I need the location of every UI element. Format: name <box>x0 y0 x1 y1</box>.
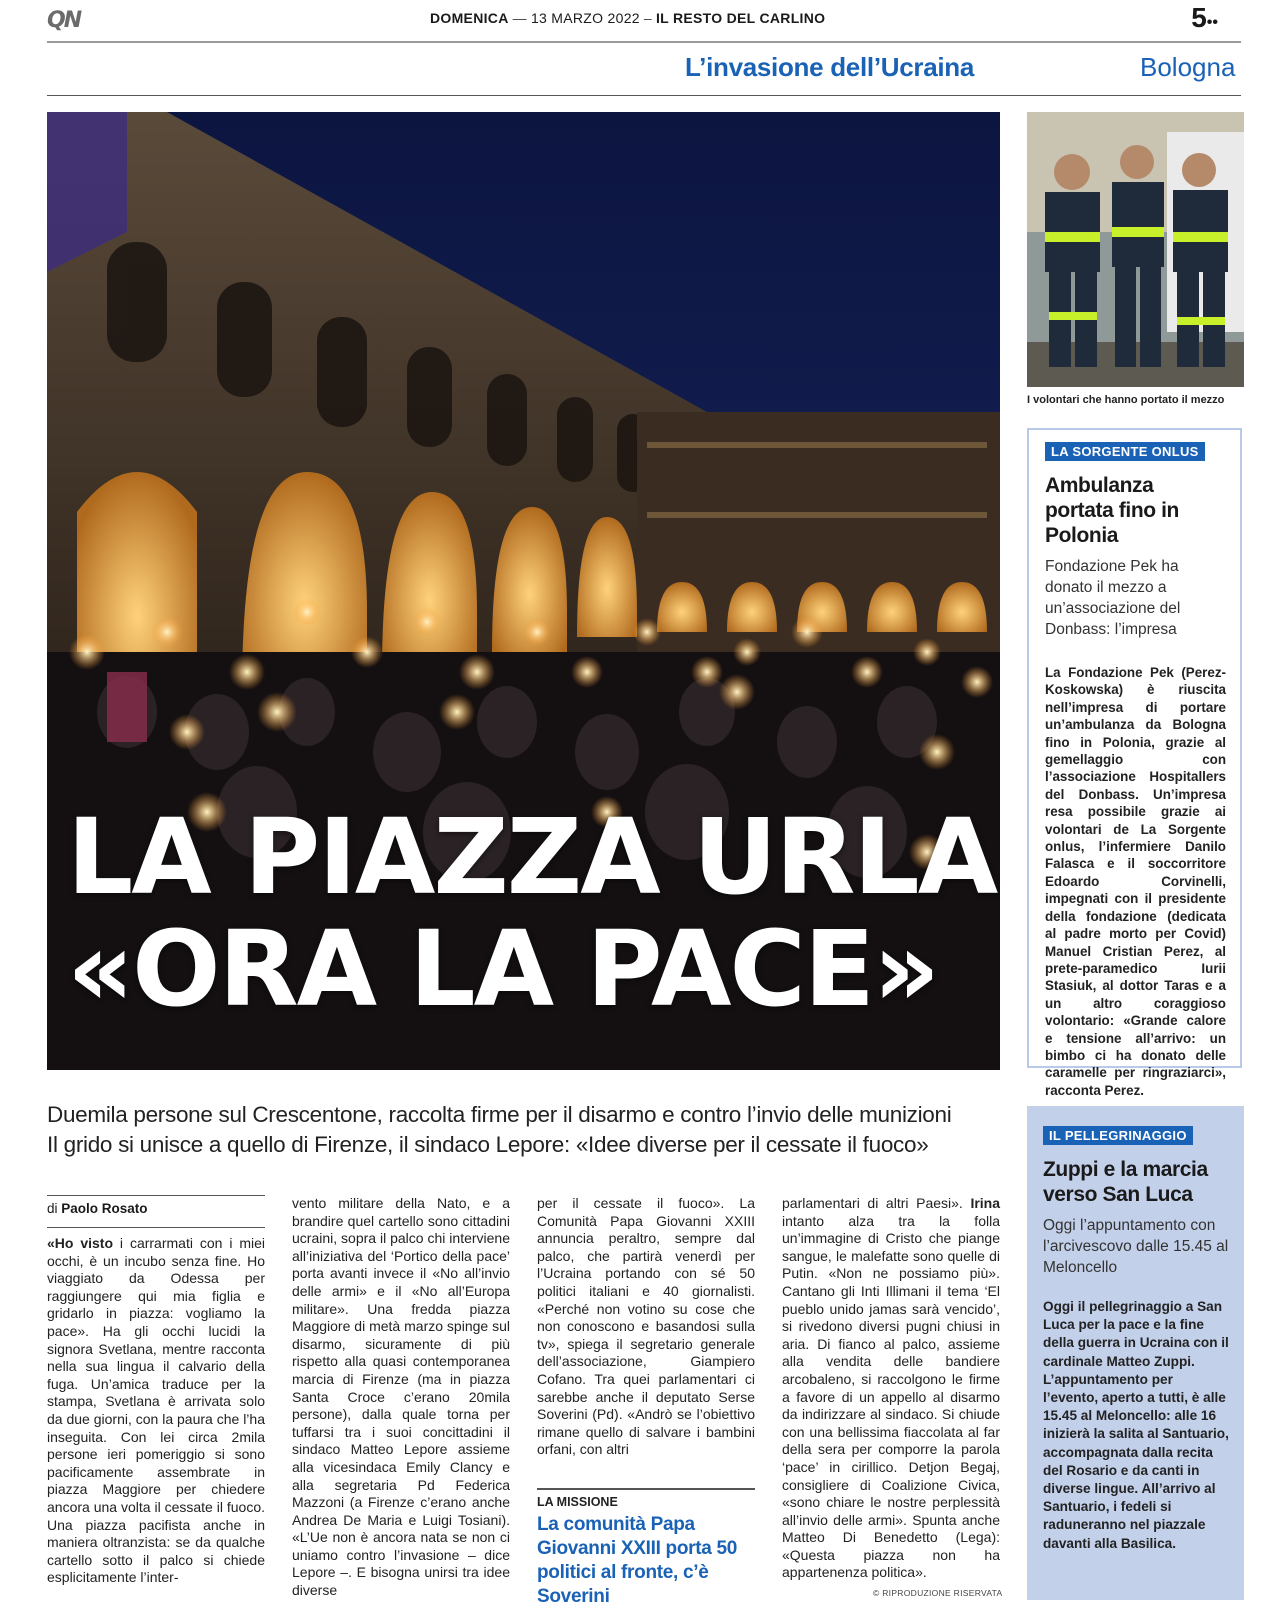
main-photo <box>47 112 1000 1070</box>
subhead-line-1: Duemila persone sul Crescentone, raccolta firme per il disarmo e contro l’invio delle munizioni <box>47 1102 952 1127</box>
article-column-1 <box>47 1235 265 1587</box>
main-headline <box>67 796 997 1030</box>
city-label: Bologna <box>1140 52 1236 82</box>
missione-tag: LA MISSIONE <box>537 1495 618 1509</box>
article-subheadline <box>47 1100 1007 1160</box>
dateline: DOMENICA — 13 MARZO 2022 – IL RESTO DEL CARLINO <box>430 10 826 26</box>
col4-text: intanto alza tra la folla un’immagine di Cristo che piange sangue, le malefatte sono quelle di Putin. «Non ne possiamo più». Cantano gli Inti Illimani il tema ‘El pueblo unido jamas sarà vencido’, si rivedono diversi pugni chiusi in aria. Di fianco al palco, assieme alla vendita delle bandiere arcobaleno, si raccolgono le firme a favore di un appello al disarmo da indirizzare al sindaco. Si chiude con una bellissima fiaccolata al far della sera per comporre la parola ‘pace’ in cirillico. Detjon Begaj, consigliere di Coalizione Civica, «sono chiare le nostre perplessità all’invio delle armi». Spunta anche Matteo Di Benedetto (Lega): «Questa piazza non ha appartenenza politica». <box>782 1212 1000 1581</box>
missione-callout <box>537 1488 755 1609</box>
box2-body <box>1043 1298 1230 1553</box>
subhead-line-2: Il grido si unisce a quello di Firenze, il sindaco Lepore: «Idee diverse per il cessate il fuoco» <box>47 1132 929 1157</box>
col4-lead: Irina <box>970 1195 1001 1211</box>
qn-logo: QN <box>47 8 81 33</box>
sidebar-box-pellegrinaggio <box>1027 1106 1244 1600</box>
byline-rule-top <box>47 1195 265 1196</box>
section-title: L’invasione dell’Ucraina <box>685 52 975 82</box>
dateline-day: DOMENICA <box>430 10 509 26</box>
box2-tag: IL PELLEGRINAGGIO <box>1043 1126 1193 1145</box>
box2-title: Zuppi e la marcia verso San Luca <box>1043 1158 1208 1206</box>
col1-text: i carrarmati con i miei occhi, è un incubo senza fine. Ho viaggiato da Odessa per raggiungere qui mia figlia e gridarlo in piazza: vogliamo la pace». Ha gli occhi lucidi la signora Svetlana, mentre racconta nella sua lingua il calvario della fuga. Un’amica traduce per la stampa, Svetlana è arrivata solo da due giorni, con la paura che l’ha inseguita. Con lei circa 2mila persone ieri pomeriggio si sono pacificamente assembrate in piazza Maggiore per chiedere ancora una volta il cessate il fuoco. Una piazza pacifista anche in maniera oltranzista: se da qualche cartello sotto il palco si chiede esplicitamente l’inter- <box>47 1235 266 1586</box>
dateline-date: 13 MARZO 2022 <box>530 10 640 26</box>
article-column-2: vento militare della Nato, e a brandire quel cartello sono cittadini ucraini, sopra il palco chi interviene all’iniziativa del ‘Portico della pace’ porta avanti invece il «No all’invio delle armi» e il «No all’Europa militare». Una fredda piazza Maggiore di metà marzo spinge sul disarmo, sicuramente di più rispetto alla quasi contemporanea marcia di Firenze (ma in piazza Santa Croce c’erano 20mila persone), dalla quale torna per tuffarsi tra i suoi concittadini il sindaco Matteo Lepore assieme alla vicesindaca Emily Clancy e alla segretaria Pd Federica Mazzoni (a Firenze c’erano anche Andrea De Maria e Luigi Tosiani). «L’Ue non è ancora nata se non ci uniamo contro l’invasione – dice Lepore –. E bisogna unirsi tra idee diverse <box>292 1195 510 1599</box>
box1-lead: La Fondazione <box>1045 665 1143 680</box>
dateline-newspaper: IL RESTO DEL CARLINO <box>655 10 826 26</box>
article-column-4 <box>782 1195 1000 1582</box>
volunteers-illustration <box>1027 112 1244 387</box>
missione-title: La comunità Papa Giovanni XXIII porta 50 politici al fronte, c’è Soverini <box>537 1514 738 1607</box>
volunteers-photo <box>1027 112 1244 387</box>
section-divider <box>47 95 1241 96</box>
box1-text: Pek (Perez-Koskowska) è riuscita nell’impresa di portare un’ambulanza da Bologna fino in Polonia, grazie al gemellaggio con l’associazione Hospitallers del Donbass. Un’impresa resa possibile grazie ai volontari de La Sorgente onlus, l’infermiere Danilo Falasca e il soccorritore Edoardo Corvinelli, impegnati con il presidente della fondazione (dedicata al padre morto per Covid) Manuel Cristian Perez, al prete-paramedico Iurii Stasiuk, al dottor Taras e a un altro coraggioso volontario: «Grande calore e tensione all’arrivo: un bimbo ci ha donato delle caramelle per ringraziarci», racconta Perez. <box>1045 665 1226 1098</box>
headline-line-2: «ORA LA PACE» <box>67 908 939 1030</box>
byline-rule-bottom <box>47 1227 265 1228</box>
box1-title: Ambulanza portata fino in Polonia <box>1045 474 1179 547</box>
byline-author: Paolo Rosato <box>61 1201 148 1216</box>
col1-lead: «Ho visto <box>47 1235 114 1251</box>
box2-text: il pellegrinaggio a San Luca per la pace e la fine della guerra in Ucraina con il cardinale Matteo Zuppi. L’appuntamento per l’evento, aperto a tutti, è alle 15.45 al Meloncello: alle 16 inizierà la salita al Santuario, accompagnata dalla recita del Rosario e da canti in diverse lingue. All’arrivo al Santuario, i fedeli si raduneranno nel piazzale davanti alla Basilica. <box>1043 1299 1229 1551</box>
box1-tag: LA SORGENTE ONLUS <box>1045 442 1205 461</box>
box2-lead: Oggi <box>1043 1299 1074 1314</box>
box1-subtitle: Fondazione Pek ha donato il mezzo a un’associazione del Donbass: l’impresa <box>1045 558 1181 638</box>
col4-pre: parlamentari di altri Paesi». <box>782 1195 963 1211</box>
box1-body <box>1045 664 1226 1099</box>
headline-line-1: LA PIAZZA URLA <box>67 796 997 918</box>
sidebar-box-ambulanza <box>1027 428 1242 1098</box>
box2-subtitle: Oggi l’appuntamento con l’arcivescovo dalle 15.45 al Meloncello <box>1043 1217 1229 1276</box>
byline: di Paolo Rosato <box>47 1201 148 1216</box>
copyright-notice: © RIPRODUZIONE RISERVATA <box>873 1588 1003 1598</box>
article-column-3: per il cessate il fuoco». La Comunità Papa Giovanni XXIII annuncia peraltro, sempre dal palco, che partirà venerdì per l’Ucraina portando con sé 50 politici italiani e 40 giornalisti. «Perché non votino su cose che non conoscono e basandosi sulla tv», spiega il segretario generale dell’associazione, Giampiero Cofano. Tra quei parlamentari ci sarebbe anche il deputato Serse Soverini (Pd). «Andrò se l’obiettivo rimane quello di salvare i bambini orfani, con altri <box>537 1195 755 1458</box>
page-number: 5•• <box>1191 2 1218 33</box>
header-divider <box>47 41 1241 43</box>
photo-caption: I volontari che hanno portato il mezzo <box>1027 394 1225 406</box>
